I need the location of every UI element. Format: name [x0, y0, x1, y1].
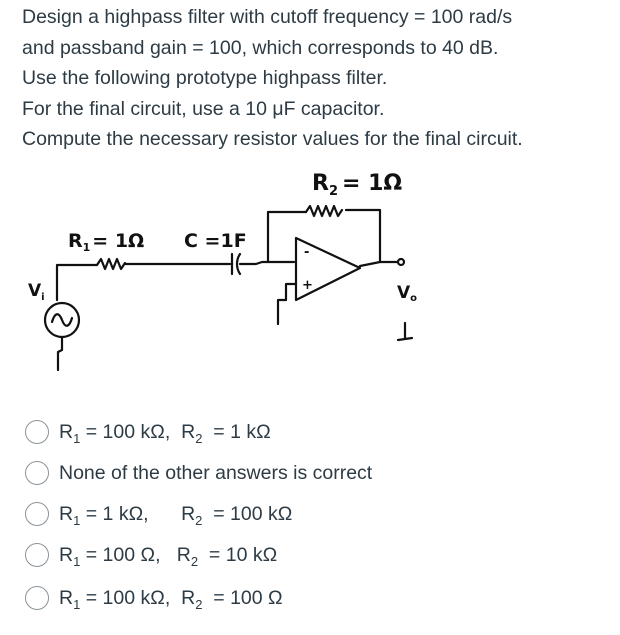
answer-option[interactable]: [25, 539, 277, 571]
question-line: Design a highpass filter with cutoff frequency = 100 rad/s: [22, 6, 513, 28]
radio-button[interactable]: [25, 502, 49, 526]
answer-option[interactable]: [25, 416, 271, 448]
r1-label: $R_1 = 1\Omega$: [68, 230, 145, 254]
answer-option[interactable]: [25, 457, 372, 489]
opamp-minus-sign: -: [304, 245, 310, 260]
vi-label: $V_i$: [28, 281, 45, 303]
opamp-plus-sign: +: [302, 278, 313, 293]
answer-label: $R_1 = 1$ kΩ, $R_2 = 100$ kΩ: [59, 502, 293, 528]
radio-button[interactable]: [25, 461, 49, 485]
radio-button[interactable]: [25, 586, 49, 610]
question-line: and passband gain = 100, which corresponds to 40 dB.: [22, 36, 499, 59]
radio-button[interactable]: [25, 543, 49, 567]
answer-label: None of the other answers is correct: [59, 461, 373, 484]
c-label: C =1F: [184, 230, 247, 252]
answer-option[interactable]: [25, 498, 292, 530]
vo-label: Vo: [397, 283, 418, 304]
answer-label: $R_1 = 100$ kΩ, $R_2 = 100$ Ω: [59, 586, 283, 612]
answer-label: $R_1 = 100$ Ω, $R_2 = 10$ kΩ: [59, 543, 278, 569]
radio-button[interactable]: [25, 420, 49, 444]
r2-label: $R_2 = 1\Omega$: [312, 171, 403, 199]
answer-label: $R_1 = 100$ kΩ, $R_2 = 1$ kΩ: [59, 420, 271, 446]
answer-option[interactable]: [25, 582, 283, 614]
question-line: For the final circuit, use a 10 μF capacitor.: [22, 97, 385, 120]
question-line: Use the following prototype highpass filter.: [22, 67, 388, 90]
question-line: Compute the necessary resistor values for the final circuit.: [22, 128, 523, 151]
